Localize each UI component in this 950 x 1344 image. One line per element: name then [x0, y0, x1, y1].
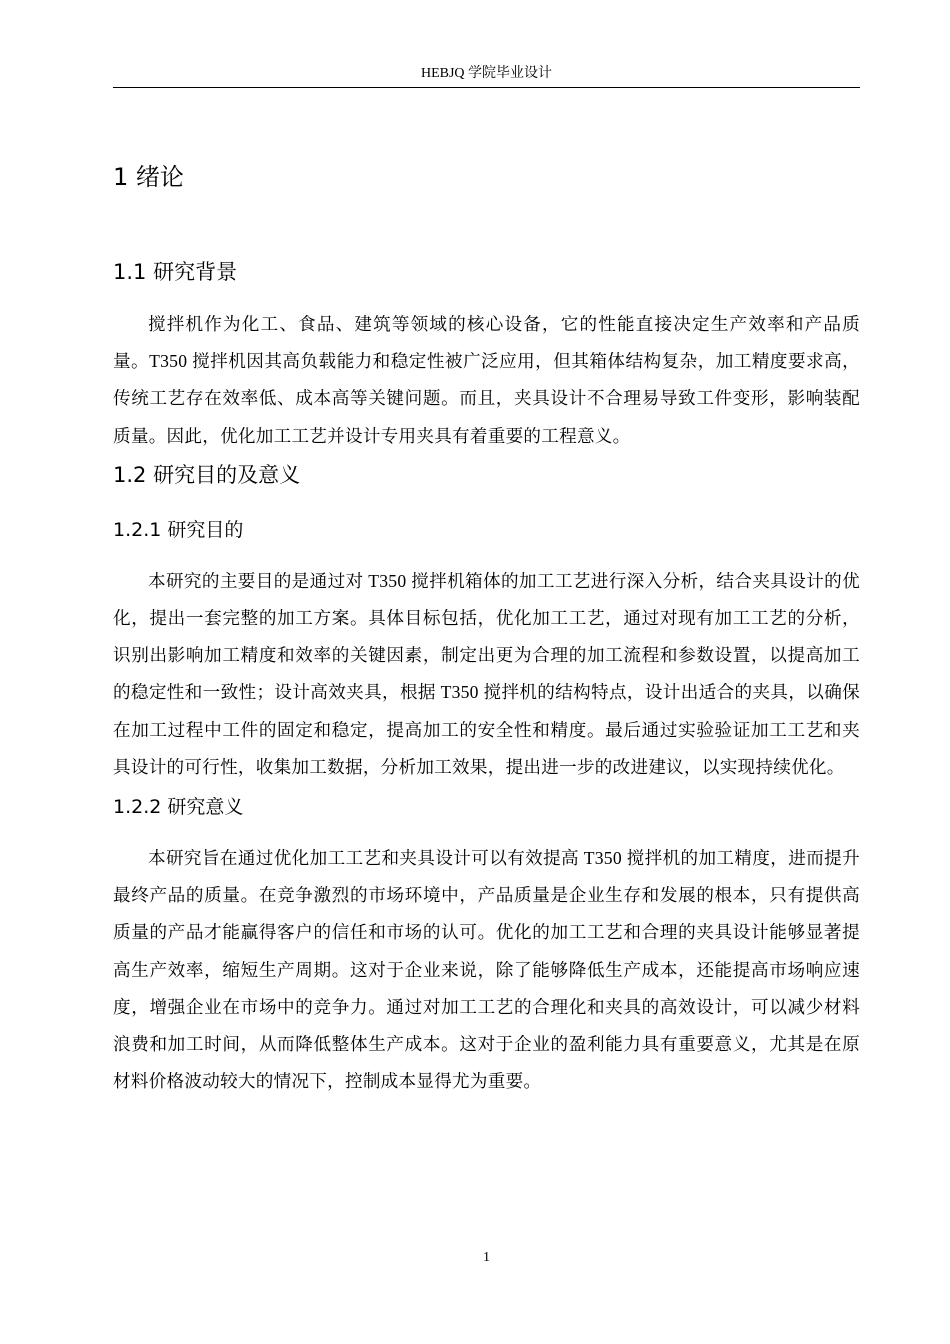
- page-body: [113, 150, 860, 1100]
- section-title-1-2-1: 1.2.1 研究目的: [113, 518, 244, 541]
- paragraph-research-background: 搅拌机作为化工、食品、建筑等领域的核心设备，它的性能直接决定生产效率和产品质量。T350 搅拌机因其高负载能力和稳定性被广泛应用，但其箱体结构复杂，加工精度要求高，传统工艺存在效率低、成本高等关键问题。而且，夹具设计不合理易导致工件变形，影响装配质量。因此，优化加工工艺并设计专用夹具有着重要的工程意义。: [113, 314, 860, 446]
- running-header: HEBJQ 学院毕业设计: [420, 66, 553, 81]
- paragraph-research-significance: 本研究旨在通过优化加工工艺和夹具设计可以有效提高 T350 搅拌机的加工精度，进而提升最终产品的质量。在竞争激烈的市场环境中，产品质量是企业生存和发展的根本，只有提供高质量的产品才能赢得客户的信任和市场的认可。优化的加工工艺和合理的夹具设计能够显著提高生产效率，缩短生产周期。这对于企业来说，除了能够降低生产成本，还能提高市场响应速度，增强企业在市场中的竞争力。通过对加工工艺的合理化和夹具的高效设计，可以减少材料浪费和加工时间，从而降低整体生产成本。这对于企业的盈利能力具有重要意义，尤其是在原材料价格波动较大的情况下，控制成本显得尤为重要。: [113, 848, 860, 1092]
- section-title-1-2: 1.2 研究目的及意义: [113, 462, 301, 487]
- page-number: 1: [483, 1250, 490, 1265]
- section-title-1-2-2: 1.2.2 研究意义: [113, 796, 244, 819]
- paragraph-research-purpose: 本研究的主要目的是通过对 T350 搅拌机箱体的加工工艺进行深入分析，结合夹具设计的优化，提出一套完整的加工方案。具体目标包括，优化加工工艺，通过对现有加工工艺的分析，识别出影响加工精度和效率的关键因素，制定出更为合理的加工流程和参数设置，以提高加工的稳定性和一致性；设计高效夹具，根据 T350 搅拌机的结构特点，设计出适合的夹具，以确保在加工过程中工件的固定和稳定，提高加工的安全性和精度。最后通过实验验证加工工艺和夹具设计的可行性，收集加工数据，分析加工效果，提出进一步的改进建议，以实现持续优化。: [113, 570, 860, 777]
- header-rule: [113, 87, 860, 88]
- chapter-title: 1 绪论: [113, 163, 184, 191]
- section-title-1-1: 1.1 研究背景: [113, 260, 238, 284]
